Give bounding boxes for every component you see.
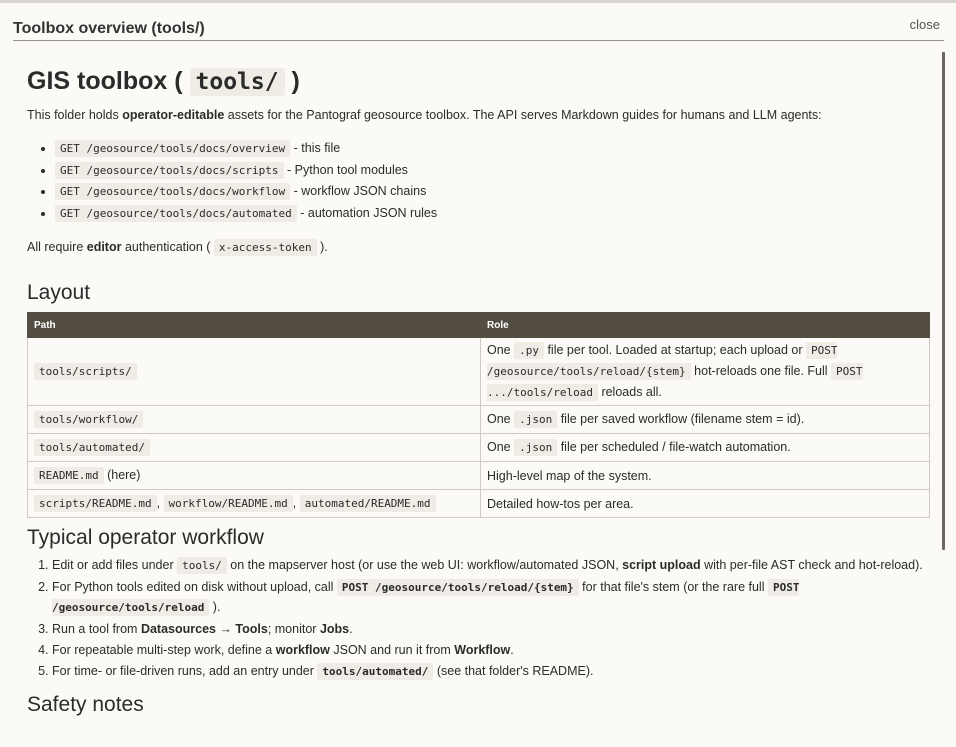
role-cell: One .json file per scheduled / file-watch automation. [481, 434, 930, 462]
role-cell: Detailed how-tos per area. [481, 490, 930, 518]
close-button[interactable]: close [909, 17, 940, 32]
endpoint-code: GET /geosource/tools/docs/overview [55, 140, 290, 157]
path-cell: tools/workflow/ [28, 406, 481, 434]
table-row [28, 434, 930, 462]
list-item: • GET /geosource/tools/docs/workflow - workflow JSON chains [55, 181, 931, 203]
table-row [28, 406, 930, 434]
list-item: 1. Edit or add files under tools/ on the mapserver host (or use the web UI: workflow/automated JSON, script upload with per-file AST check and hot-reload). [52, 556, 931, 576]
endpoint-list [27, 138, 931, 224]
list-item: • GET /geosource/tools/docs/automated - automation JSON rules [55, 203, 931, 225]
path-cell: tools/automated/ [28, 434, 481, 462]
table-row [28, 338, 930, 406]
workflow-steps [27, 556, 931, 681]
list-item: 5. For time- or file-driven runs, add an entry under tools/automated/ (see that folder's README). [52, 662, 931, 682]
page-title-code: tools/ [190, 68, 285, 96]
endpoint-code: GET /geosource/tools/docs/automated [55, 205, 297, 222]
auth-note: All require editor authentication ( x-access-token ). [27, 240, 328, 254]
dialog-header [0, 3, 956, 43]
column-header-role: Role [481, 313, 930, 338]
layout-table [27, 312, 930, 518]
doc-content [27, 62, 931, 719]
path-cell: tools/scripts/ [28, 338, 481, 406]
list-item: 2. For Python tools edited on disk without upload, call POST /geosource/tools/reload/{stem} for that file's stem (or the rare full POST /geosource/tools/reload ). [52, 578, 931, 617]
table-row [28, 462, 930, 490]
table-row [28, 490, 930, 518]
endpoint-code: GET /geosource/tools/docs/scripts [55, 162, 284, 179]
path-cell: scripts/README.md , workflow/README.md , automated/README.md [28, 490, 481, 518]
intro-paragraph: This folder holds operator-editable assets for the Pantograf geosource toolbox. The API serves Markdown guides for humans and LLM agents: [27, 108, 822, 122]
header-divider [13, 40, 944, 41]
table-header-row [28, 313, 930, 338]
page-title: GIS toolbox ( tools/ ) [27, 67, 300, 95]
list-item: 3. Run a tool from Datasources → Tools; monitor Jobs. [52, 620, 931, 639]
role-cell: One .py file per tool. Loaded at startup; each upload or POST /geosource/tools/reload/{stem} hot-reloads one file. Full POST .../tools/reload reloads all. [481, 338, 930, 406]
role-cell: High-level map of the system. [481, 462, 930, 490]
safety-heading: Safety notes [27, 693, 144, 716]
layout-heading: Layout [27, 281, 91, 304]
list-item: • GET /geosource/tools/docs/overview - this file [55, 138, 931, 160]
dialog-title: Toolbox overview (tools/) [13, 20, 205, 37]
scrollbar-thumb[interactable] [942, 52, 945, 550]
endpoint-code: GET /geosource/tools/docs/workflow [55, 183, 290, 200]
list-item: 4. For repeatable multi-step work, define a workflow JSON and run it from Workflow. [52, 641, 931, 660]
workflow-heading: Typical operator workflow [27, 526, 264, 549]
role-cell: One .json file per saved workflow (filename stem = id). [481, 406, 930, 434]
list-item: • GET /geosource/tools/docs/scripts - Python tool modules [55, 160, 931, 182]
path-cell: README.md (here) [28, 462, 481, 490]
column-header-path: Path [28, 313, 481, 338]
